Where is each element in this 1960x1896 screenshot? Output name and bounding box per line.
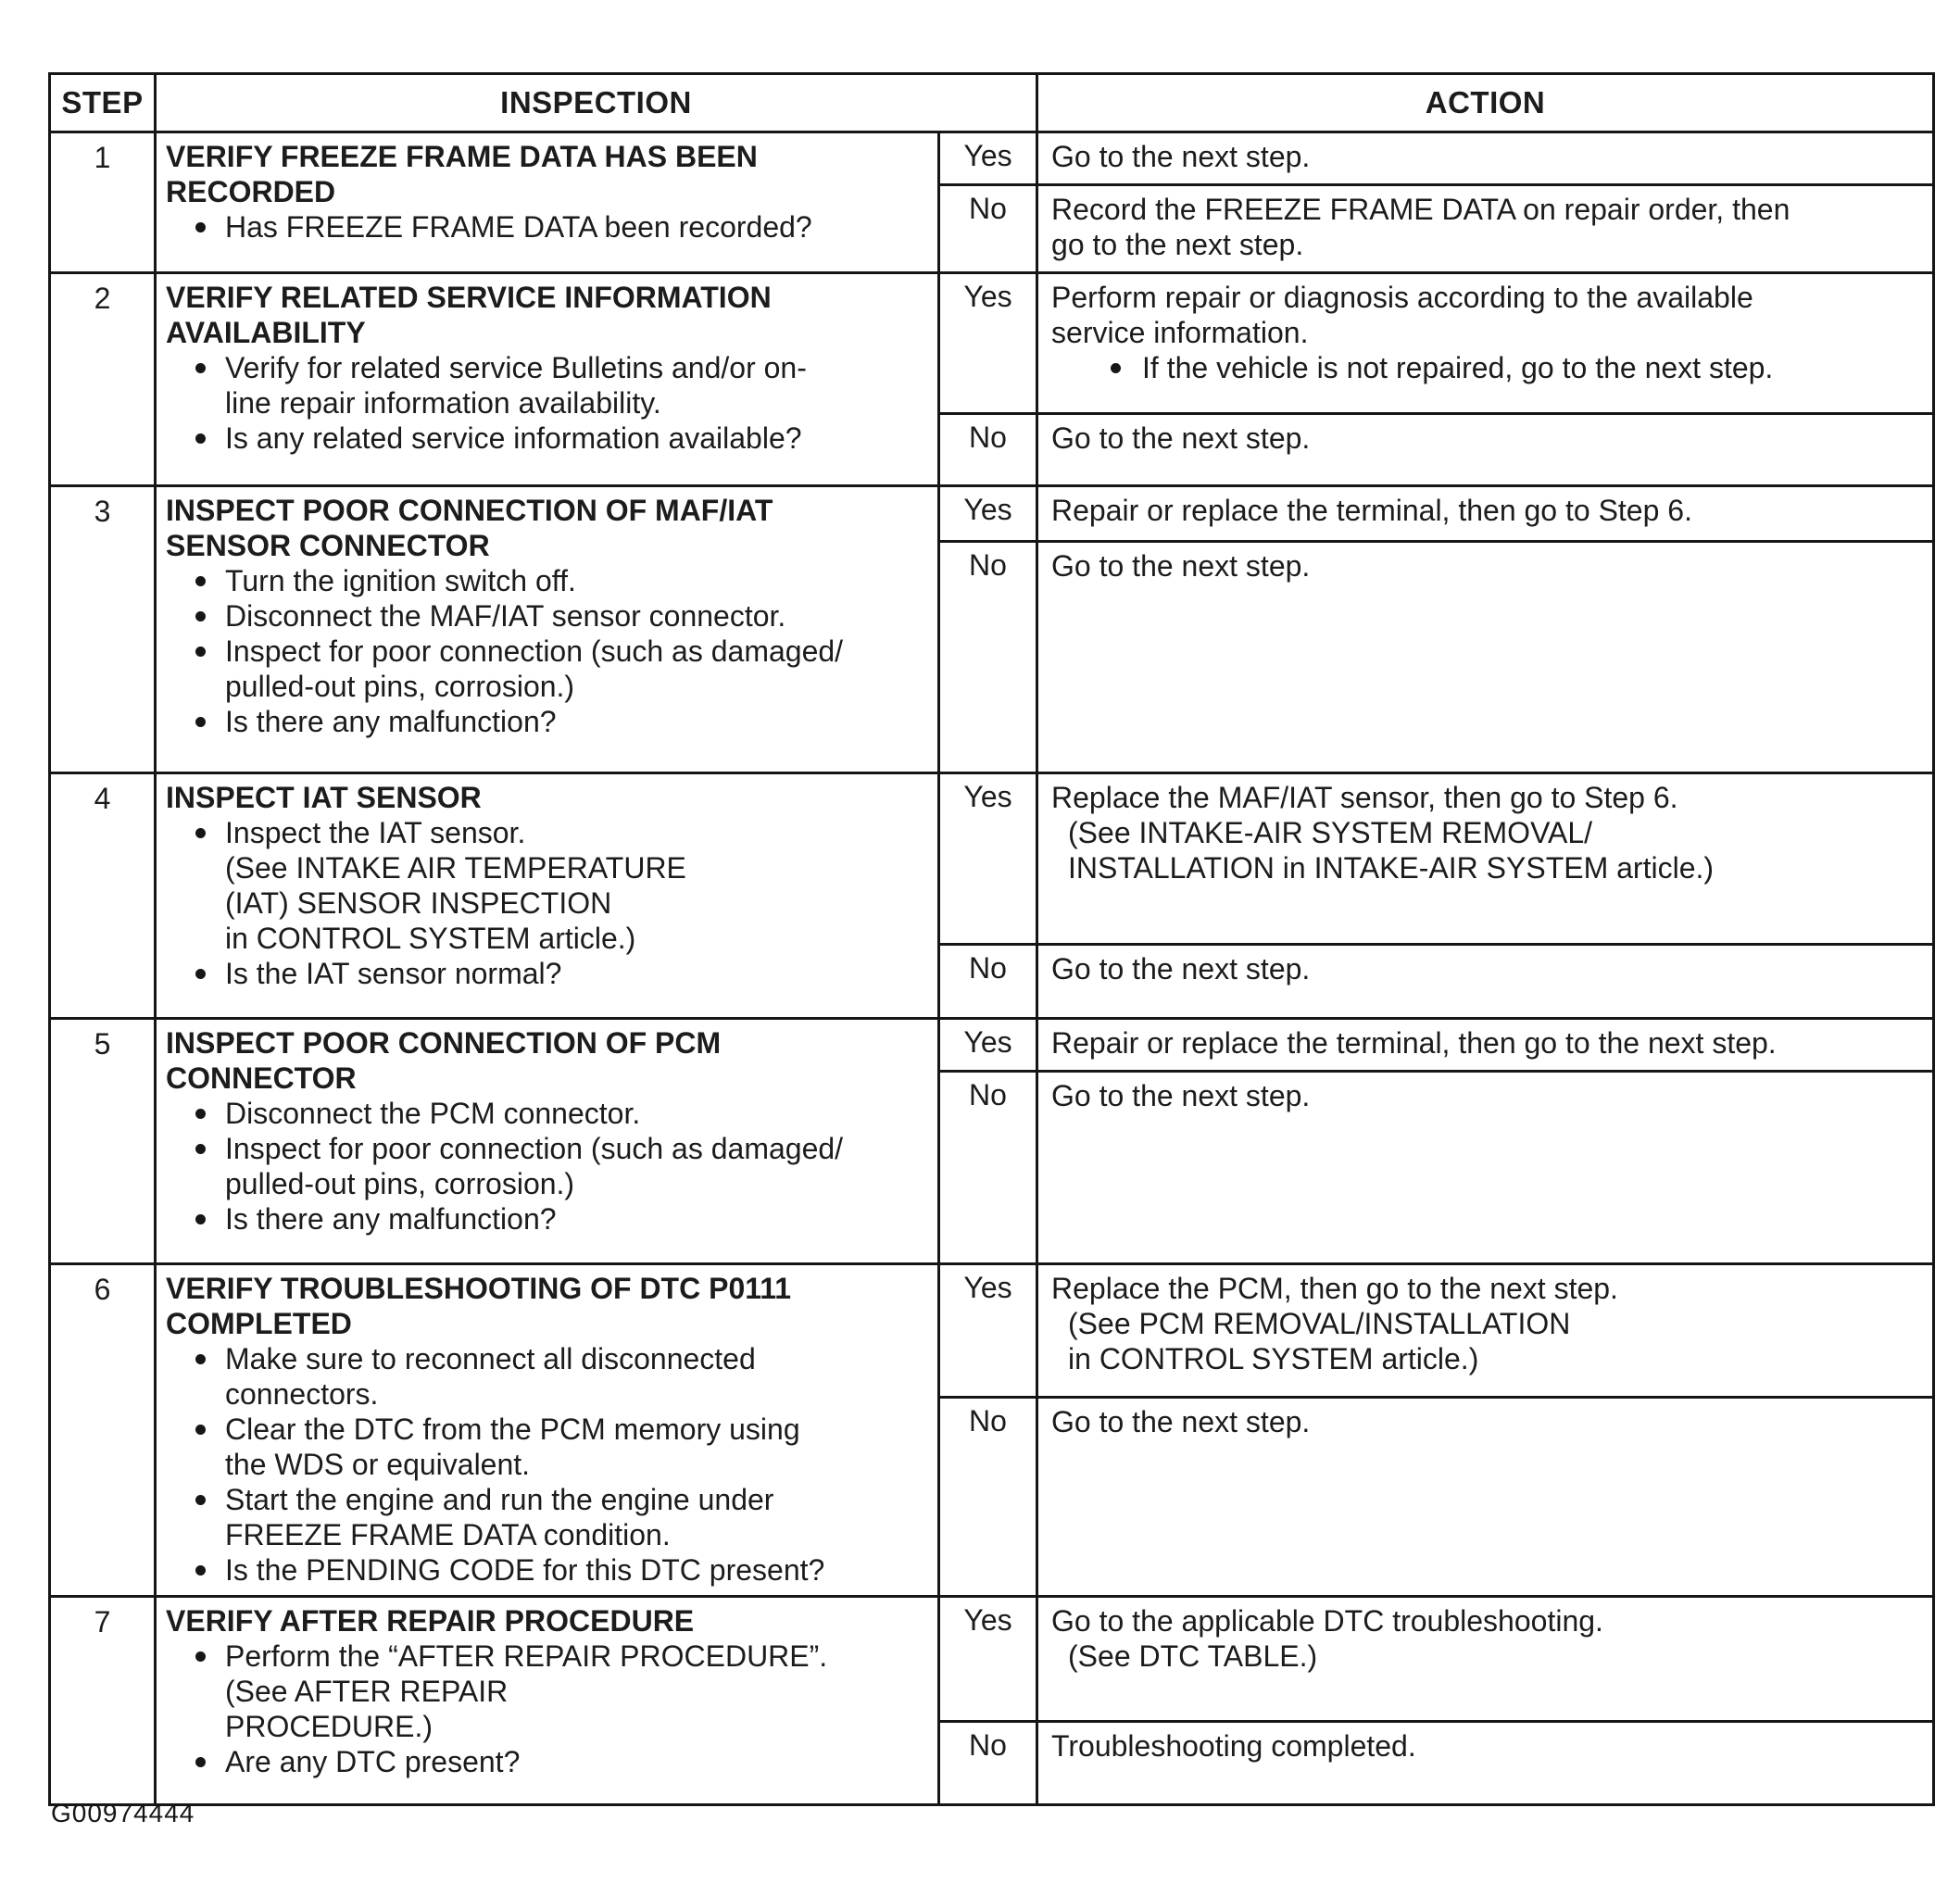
text-line: go to the next step.: [1051, 228, 1304, 261]
text-line: pulled-out pins, corrosion.): [225, 1167, 575, 1200]
text-line: PROCEDURE.): [225, 1710, 433, 1743]
line-text: Is there any malfunction?: [225, 1202, 557, 1236]
bullet-icon: [195, 1495, 206, 1505]
inspection-title-line: VERIFY AFTER REPAIR PROCEDURE: [166, 1604, 695, 1638]
bullet-line: [166, 1639, 930, 1674]
bullet-line: [166, 1096, 930, 1131]
bullet-icon: [195, 1565, 206, 1576]
inspection-cell: [156, 273, 939, 486]
action-cell-no: [1037, 945, 1934, 1019]
text-line: (See PCM REMOVAL/INSTALLATION: [1068, 1307, 1571, 1340]
text-line: (See INTAKE AIR TEMPERATURE: [225, 851, 686, 885]
text-line: service information.: [1051, 316, 1309, 349]
bullet-icon: [195, 1757, 206, 1767]
bullet-line: [166, 1131, 930, 1166]
bullet-icon: [195, 1425, 206, 1435]
line-text: Is the IAT sensor normal?: [225, 957, 562, 990]
line-text: Is there any malfunction?: [225, 705, 557, 738]
text-line: Go to the applicable DTC troubleshooting.: [1051, 1604, 1603, 1638]
bullet-line: [166, 598, 930, 634]
step-column-header: STEP: [50, 74, 156, 132]
step-row-yes: [50, 1597, 1934, 1722]
figure-id: G00974444: [51, 1799, 195, 1827]
text-line: (See AFTER REPAIR: [225, 1675, 509, 1708]
answer-cell-no: No: [939, 414, 1037, 486]
action-cell-no: [1037, 185, 1934, 273]
bullet-icon: [195, 1109, 206, 1119]
bullet-line: [166, 421, 930, 456]
line-text: If the vehicle is not repaired, go to the next step.: [1142, 351, 1774, 384]
step-number-cell: [50, 773, 156, 1019]
line-text: Has FREEZE FRAME DATA been recorded?: [225, 210, 812, 244]
step-row-yes: [50, 486, 1934, 542]
table-header-row: [50, 74, 1934, 132]
text-line: Go to the next step.: [1051, 140, 1311, 173]
line-text: Is the PENDING CODE for this DTC present?: [225, 1553, 825, 1587]
inspection-cell: [156, 132, 939, 273]
text-line: Record the FREEZE FRAME DATA on repair order, then: [1051, 193, 1790, 226]
step-number: 6: [94, 1273, 111, 1306]
bullet-icon: [195, 611, 206, 622]
bullet-line: [166, 815, 930, 850]
action-cell-yes: [1037, 1597, 1934, 1722]
action-cell-yes: [1037, 273, 1934, 414]
answer-cell-no: No: [939, 542, 1037, 773]
line-text: Disconnect the PCM connector.: [225, 1097, 641, 1130]
action-cell-no: [1037, 542, 1934, 773]
steps-body: [50, 132, 1934, 1805]
answer-cell-yes: Yes: [939, 1019, 1037, 1072]
text-line: INSTALLATION in INTAKE-AIR SYSTEM article.): [1068, 851, 1715, 885]
answer-cell-no: No: [939, 1397, 1037, 1596]
bullet-line: [166, 209, 930, 245]
text-line: Repair or replace the terminal, then go to the next step.: [1051, 1026, 1777, 1060]
bullet-icon: [195, 717, 206, 727]
action-cell-no: [1037, 1397, 1934, 1596]
line-text: Inspect the IAT sensor.: [225, 816, 526, 849]
bullet-icon: [195, 576, 206, 586]
bullet-icon: [195, 969, 206, 979]
action-cell-yes: [1037, 486, 1934, 542]
text-line: in CONTROL SYSTEM article.): [1068, 1342, 1479, 1375]
bullet-icon: [195, 1214, 206, 1224]
step-number-cell: [50, 273, 156, 486]
bullet-line: [166, 1482, 930, 1517]
step-number-cell: [50, 1264, 156, 1597]
inspection-title-line: INSPECT POOR CONNECTION OF PCM: [166, 1026, 722, 1060]
action-cell-yes: [1037, 1019, 1934, 1072]
action-cell-yes: [1037, 132, 1934, 185]
answer-cell-no: No: [939, 1072, 1037, 1264]
inspection-title-line: VERIFY RELATED SERVICE INFORMATION: [166, 281, 772, 314]
bullet-icon: [195, 1144, 206, 1154]
line-text: Clear the DTC from the PCM memory using: [225, 1413, 800, 1446]
text-line: Go to the next step.: [1051, 549, 1311, 583]
bullet-line: [166, 1412, 930, 1447]
bullet-icon: [195, 1354, 206, 1364]
step-number-cell: [50, 486, 156, 773]
bullet-line: [166, 1744, 930, 1779]
inspection-cell: [156, 1019, 939, 1264]
text-line: Perform repair or diagnosis according to the available: [1051, 281, 1753, 314]
step-number: 5: [94, 1027, 111, 1061]
inspection-cell: [156, 1597, 939, 1805]
answer-cell-no: No: [939, 945, 1037, 1019]
bullet-line: [166, 1552, 930, 1588]
action-cell-no: [1037, 1722, 1934, 1805]
inspection-title-line: AVAILABILITY: [166, 316, 366, 349]
inspection-column-header: INSPECTION: [156, 74, 1037, 132]
inspection-title-line: SENSOR CONNECTOR: [166, 529, 490, 562]
bullet-line: [166, 563, 930, 598]
bullet-line: [1051, 350, 1923, 385]
text-line: (See INTAKE-AIR SYSTEM REMOVAL/: [1068, 816, 1593, 849]
line-text: Are any DTC present?: [225, 1745, 521, 1778]
step-row-yes: [50, 1019, 1934, 1072]
text-line: pulled-out pins, corrosion.): [225, 670, 575, 703]
answer-cell-yes: Yes: [939, 773, 1037, 945]
bullet-line: [166, 704, 930, 739]
line-text: Make sure to reconnect all disconnected: [225, 1342, 756, 1375]
inspection-title-line: RECORDED: [166, 175, 336, 208]
bullet-line: [166, 350, 930, 385]
action-cell-yes: [1037, 773, 1934, 945]
text-line: Go to the next step.: [1051, 421, 1311, 455]
answer-cell-no: No: [939, 185, 1037, 273]
bullet-icon: [195, 363, 206, 373]
text-line: line repair information availability.: [225, 386, 661, 420]
step-row-yes: [50, 1264, 1934, 1398]
text-line: Troubleshooting completed.: [1051, 1729, 1416, 1763]
answer-cell-yes: Yes: [939, 1597, 1037, 1722]
text-line: Go to the next step.: [1051, 1404, 1311, 1438]
step-number-cell: [50, 1597, 156, 1805]
bullet-line: [166, 634, 930, 669]
step-row-yes: [50, 273, 1934, 414]
action-column-header: ACTION: [1037, 74, 1934, 132]
step-row-yes: [50, 132, 1934, 185]
step-number: 2: [94, 282, 111, 315]
text-line: (See DTC TABLE.): [1068, 1639, 1318, 1673]
answer-cell-yes: Yes: [939, 1264, 1037, 1398]
text-line: connectors.: [225, 1377, 379, 1411]
bullet-line: [166, 1341, 930, 1376]
dtc-troubleshooting-table: [48, 72, 1935, 1806]
line-text: Inspect for poor connection (such as damaged/: [225, 1132, 844, 1165]
step-number: 7: [94, 1605, 111, 1639]
line-text: Perform the “AFTER REPAIR PROCEDURE”.: [225, 1639, 828, 1673]
bullet-icon: [1111, 363, 1121, 373]
text-line: (IAT) SENSOR INSPECTION: [225, 886, 612, 920]
inspection-cell: [156, 486, 939, 773]
inspection-cell: [156, 1264, 939, 1597]
bullet-icon: [195, 433, 206, 444]
line-text: Is any related service information available?: [225, 421, 802, 455]
step-number: 4: [94, 782, 111, 815]
line-text: Start the engine and run the engine under: [225, 1483, 774, 1516]
inspection-title-line: INSPECT IAT SENSOR: [166, 781, 482, 814]
inspection-cell: [156, 773, 939, 1019]
action-cell-yes: [1037, 1264, 1934, 1398]
step-number: 1: [94, 141, 111, 174]
answer-cell-no: No: [939, 1722, 1037, 1805]
bullet-icon: [195, 828, 206, 838]
inspection-title-line: COMPLETED: [166, 1307, 352, 1340]
answer-cell-yes: Yes: [939, 273, 1037, 414]
bullet-icon: [195, 1651, 206, 1662]
inspection-title-line: VERIFY TROUBLESHOOTING OF DTC P0111: [166, 1272, 792, 1305]
step-number: 3: [94, 495, 111, 528]
bullet-icon: [195, 647, 206, 657]
text-line: the WDS or equivalent.: [225, 1448, 531, 1481]
line-text: Inspect for poor connection (such as damaged/: [225, 634, 844, 668]
text-line: Go to the next step.: [1051, 952, 1311, 986]
answer-cell-yes: Yes: [939, 132, 1037, 185]
line-text: Disconnect the MAF/IAT sensor connector.: [225, 599, 786, 633]
action-cell-no: [1037, 1072, 1934, 1264]
inspection-title-line: INSPECT POOR CONNECTION OF MAF/IAT: [166, 494, 773, 527]
step-number-cell: [50, 1019, 156, 1264]
text-line: Replace the PCM, then go to the next step.: [1051, 1272, 1618, 1305]
bullet-line: [166, 956, 930, 991]
step-number-cell: [50, 132, 156, 273]
text-line: in CONTROL SYSTEM article.): [225, 922, 636, 955]
answer-cell-yes: Yes: [939, 486, 1037, 542]
bullet-line: [166, 1201, 930, 1237]
line-text: Verify for related service Bulletins and/or on-: [225, 351, 807, 384]
troubleshooting-table-wrap: [48, 72, 1932, 1806]
text-line: Go to the next step.: [1051, 1079, 1311, 1112]
inspection-title-line: VERIFY FREEZE FRAME DATA HAS BEEN: [166, 140, 758, 173]
text-line: Replace the MAF/IAT sensor, then go to Step 6.: [1051, 781, 1678, 814]
text-line: Repair or replace the terminal, then go to Step 6.: [1051, 494, 1692, 527]
action-cell-no: [1037, 414, 1934, 486]
inspection-title-line: CONNECTOR: [166, 1061, 357, 1095]
step-row-yes: [50, 773, 1934, 945]
line-text: Turn the ignition switch off.: [225, 564, 576, 597]
bullet-icon: [195, 222, 206, 232]
text-line: FREEZE FRAME DATA condition.: [225, 1518, 671, 1551]
